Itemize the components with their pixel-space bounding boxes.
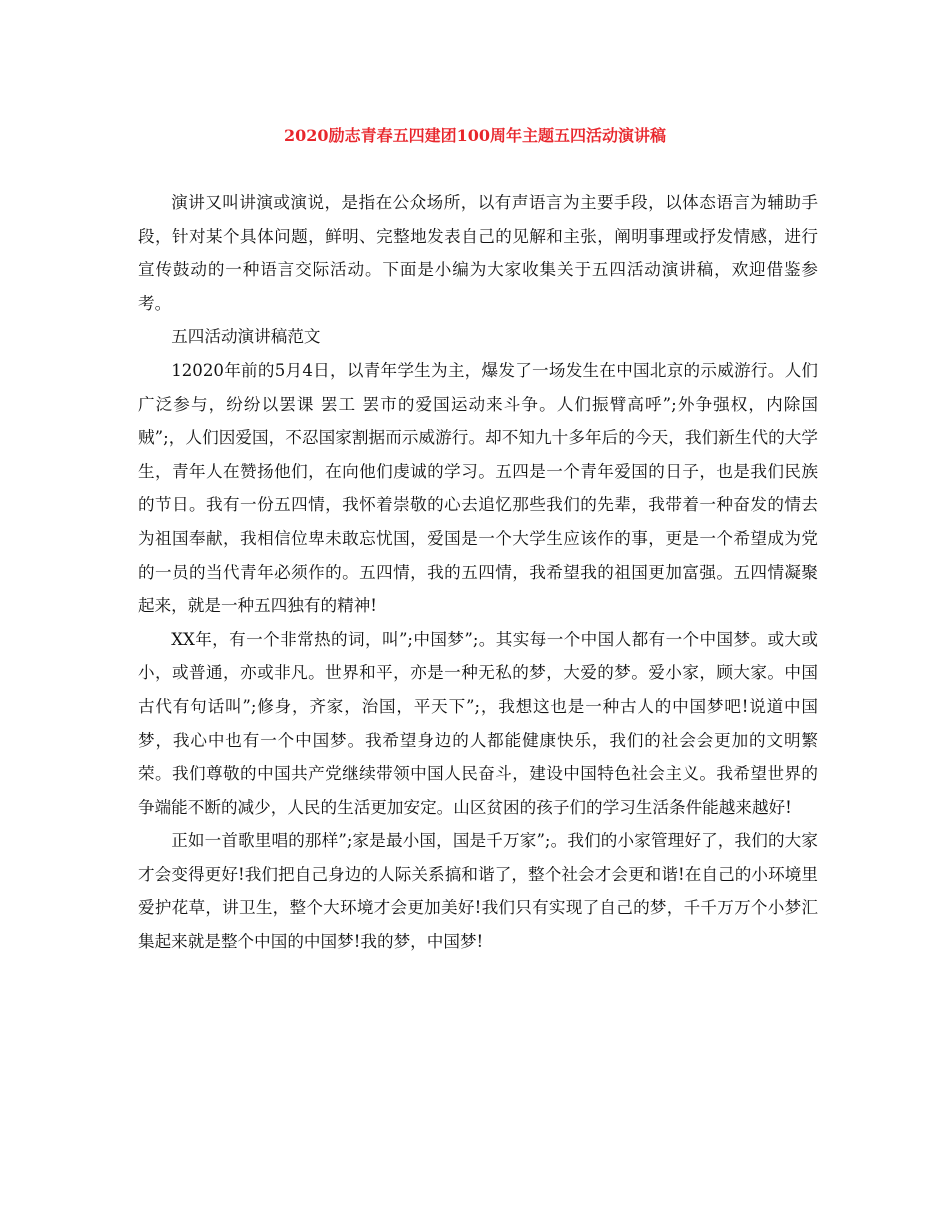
paragraph-intro: 演讲又叫讲演或演说，是指在公众场所，以有声语言为主要手段，以体态语言为辅助手段，针对某个具体问题，鲜明、完整地发表自己的见解和主张，阐明事理或抒发情感，进行宣传鼓动的一种语言交际活动。下面是小编为大家收集关于五四活动演讲稿，欢迎借鉴参考。 xyxy=(138,193,818,313)
paragraph-china-dream: XX年，有一个非常热的词，叫”;中国梦”;。其实每一个中国人都有一个中国梦。或大或小，或普通，亦或非凡。世界和平，亦是一种无私的梦，大爱的梦。爱小家，顾大家。中国古代有句话叫”;修身，齐家，治国，平天下”;，我想这也是一种古人的中国梦吧!说道中国梦，我心中也有一个中国梦。我希望身边的人都能健康快乐，我们的社会会更加的文明繁荣。我们尊敬的中国共产党继续带领中国人民奋斗，建设中国特色社会主义。我希望世界的争端能不断的减少，人民的生活更加安定。山区贫困的孩子们的学习生活条件能越来越好! xyxy=(138,629,818,817)
paragraph-may-fourth: 12020年前的5月4日，以青年学生为主，爆发了一场发生在中国北京的示威游行。人们广泛参与，纷纷以罢课 罢工 罢市的爱国运动来斗争。人们振臂高呼”;外争强权，内除国贼”;，人们因爱国，不忍国家割据而示威游行。却不知九十多年后的今天，我们新生代的大学生，青年人在赞扬他们，在向他们虔诚的学习。五四是一个青年爱国的日子，也是我们民族的节日。我有一份五四情，我怀着崇敬的心去追忆那些我们的先辈，我带着一种奋发的情去为祖国奉献，我相信位卑未敢忘忧国，爱国是一个大学生应该作的事，更是一个希望成为党的一员的当代青年必须作的。五四情，我的五四情，我希望我的祖国更加富强。五四情凝聚起来，就是一种五四独有的精神! xyxy=(138,360,818,616)
document-title: 2020励志青春五四建团100周年主题五四活动演讲稿 xyxy=(284,126,666,145)
paragraph-section-heading: 五四活动演讲稿范文 xyxy=(171,327,321,347)
paragraph-home-country: 正如一首歌里唱的那样”;家是最小国，国是千万家”;。我们的小家管理好了，我们的大家才会变得更好!我们把自己身边的人际关系搞和谐了，整个社会才会更和谐!在自己的小环境里爱护花草，讲卫生，整个大环境才会更加美好!我们只有实现了自己的梦，千千万万个小梦汇集起来就是整个中国的中国梦!我的梦，中国梦! xyxy=(138,831,818,952)
document-body xyxy=(138,186,818,959)
